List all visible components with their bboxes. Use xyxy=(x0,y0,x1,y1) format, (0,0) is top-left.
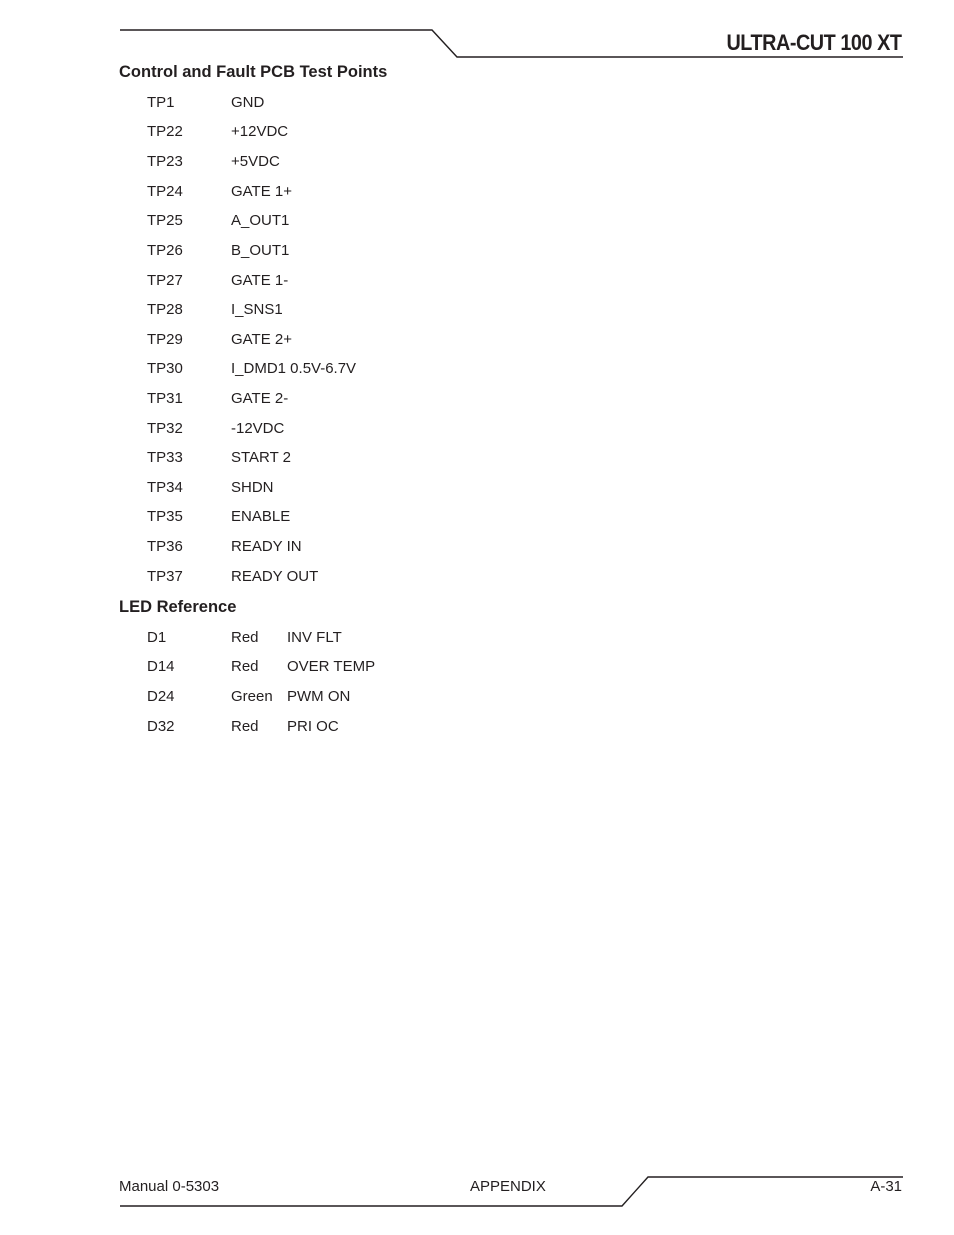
test-point-signal: SHDN xyxy=(231,479,274,496)
product-title: ULTRA-CUT 100 XT xyxy=(725,30,901,55)
test-point-id: TP23 xyxy=(147,153,183,170)
led-id: D14 xyxy=(147,658,175,675)
led-function: OVER TEMP xyxy=(287,658,376,675)
test-point-signal: GATE 1- xyxy=(231,272,289,289)
test-point-signal: B_OUT1 xyxy=(231,242,290,259)
test-point-signal: GND xyxy=(231,94,265,111)
test-point-id: TP33 xyxy=(147,449,183,466)
test-point-signal: ENABLE xyxy=(231,508,291,525)
test-point-signal: I_SNS1 xyxy=(231,301,283,318)
test-point-signal: START 2 xyxy=(231,449,292,466)
test-point-id: TP27 xyxy=(147,272,183,289)
test-point-signal: -12VDC xyxy=(231,420,285,437)
test-point-signal: GATE 2- xyxy=(231,390,289,407)
test-point-signal: GATE 2+ xyxy=(231,331,292,348)
led-function: PWM ON xyxy=(287,688,351,705)
page-number: A-31 xyxy=(870,1178,902,1195)
led-id: D32 xyxy=(147,718,175,735)
test-point-signal: +5VDC xyxy=(231,153,280,170)
section-name: APPENDIX xyxy=(470,1178,546,1195)
test-point-id: TP30 xyxy=(147,360,183,377)
led-reference-heading: LED Reference xyxy=(119,598,237,616)
test-points-heading: Control and Fault PCB Test Points xyxy=(119,63,388,81)
test-point-id: TP36 xyxy=(147,538,183,555)
test-point-signal: READY OUT xyxy=(231,568,319,585)
test-point-id: TP31 xyxy=(147,390,183,407)
test-point-id: TP28 xyxy=(147,301,183,318)
test-point-signal: READY IN xyxy=(231,538,302,555)
test-point-id: TP22 xyxy=(147,123,183,140)
test-point-id: TP25 xyxy=(147,212,183,229)
led-color: Green xyxy=(231,688,273,705)
led-color: Red xyxy=(231,658,259,675)
test-point-id: TP34 xyxy=(147,479,183,496)
led-id: D24 xyxy=(147,688,175,705)
test-point-signal: +12VDC xyxy=(231,123,289,140)
test-point-id: TP26 xyxy=(147,242,183,259)
manual-number: Manual 0-5303 xyxy=(119,1178,220,1195)
led-color: Red xyxy=(231,718,259,735)
led-function: PRI OC xyxy=(287,718,339,735)
test-point-id: TP29 xyxy=(147,331,183,348)
led-id: D1 xyxy=(147,629,167,646)
test-point-signal: GATE 1+ xyxy=(231,183,292,200)
led-function: INV FLT xyxy=(287,629,342,646)
test-point-id: TP35 xyxy=(147,508,183,525)
test-point-id: TP24 xyxy=(147,183,183,200)
test-point-id: TP32 xyxy=(147,420,183,437)
led-color: Red xyxy=(231,629,259,646)
test-point-signal: A_OUT1 xyxy=(231,212,290,229)
test-point-id: TP37 xyxy=(147,568,183,585)
test-point-signal: I_DMD1 0.5V-6.7V xyxy=(231,360,357,377)
test-point-id: TP1 xyxy=(147,94,175,111)
